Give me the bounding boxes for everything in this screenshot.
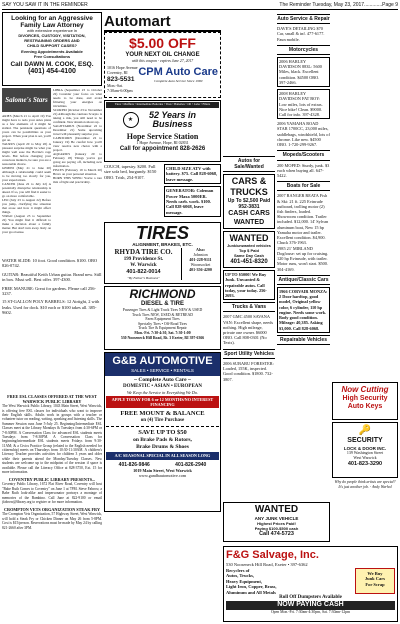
rhyda-phone3: 401-356-4200	[189, 266, 212, 272]
wanted-line: Junk/unwanted vehicles	[227, 244, 271, 249]
fg-line: Recyclers of	[226, 567, 250, 573]
gb-phone: 401-826-2940	[175, 461, 207, 468]
fg-cash: NOW PAYING CASH	[226, 601, 395, 610]
masthead: Automart	[104, 12, 221, 32]
gb-line: on (4) Tire Purchase	[140, 417, 185, 423]
classified-item: GUITAR: Beautiful Keith Urban guitar. Brand new. Still in box. Must sell. Best offer. 397-4300.	[2, 271, 102, 283]
cutting-ad	[332, 382, 398, 420]
gb-phone: 401-826-9846	[118, 461, 150, 468]
gb-line: SAVE UP TO $50	[138, 429, 187, 437]
lawyer-line: with extensive experience in	[26, 28, 78, 34]
horoscope-text-right: LIBRA (September 23 to October 22) Consider your focus on what needs to be done, and avoid frittering your energies on trivialities. SCORPIO (October 23 to November 21) Although the cautious Scorpio is taking a risk, you still need to be confident. New situation shows up. SAGITTARIUS (November 22 to December 21) Some upcoming travel will pleasantly surprise you. CAPRICORN (December 22 to January 19) Be careful how you'll view resolve new choice with a project. AQUARIUS (January 20 to February 18) Things you've got going are paying off, including new information. PISCES (February 19 to March 20) Bravo on your personal situation. BORN THIS WEEK: You're a rare mix of light and practicality.	[53, 88, 102, 185]
richmond-sub: DIESEL & TIRE	[141, 300, 184, 307]
horoscope-text-left: ARIES (March 21 to April 19) You might have to redo your Aries plans as a few elements of it might be stalled. The persistent questions of yours can be possibilities as your project. When your plan is set, you'll get on. TAURUS (April 20 to May 20) A pleasant surprise might be what you might well ease the Bovine's rage levels. But before changing your conscious instincts, be sure you are a reasonable choice. GEMINI (May 21 to June 20) Although a relationship could seem to be moving too slowly for you, your expectations. CANCER (June 22 to July 22) A potentially disruptive relationship is ahead. If so, you will find it easier to go on more comfortable. LEO (July 23 to August 22) Before you jump, clarifying the situation that arose and how it might affect things. VIRGO (August 23 to September 22) You might find it difficult to make a decision about a family matter. But don't turn away. Rely on your good sense.	[2, 114, 51, 235]
fg-line: Aluminum and All Metals	[226, 589, 276, 595]
dave-item: DAVE'S DETAILING $70 Car, small & inf. 477-6177. Faun mobile.	[277, 26, 325, 42]
header-right: The Reminder Tuesday, May 23, 2017.............Page 9	[279, 1, 398, 8]
richmond-ad	[104, 286, 221, 350]
column-2	[104, 12, 221, 622]
cpm-hours: Mon.-Sat.	[107, 82, 123, 88]
fg-addr: 530 Nooseneck Hill Road, Exeter • 397-6362	[226, 562, 308, 568]
rhyda-tire-ad	[104, 222, 221, 284]
classifieds-col2	[104, 164, 221, 220]
cpm-hours: 7:30am-6:00pm	[107, 87, 133, 93]
cpm-logo: CPM Auto Care	[138, 66, 218, 79]
lawyer-phone: (401) 454-4100	[28, 68, 76, 76]
antique-title: Antique/Classic Cars	[277, 275, 330, 285]
antique-item: 1966 CORVAIR MONZA: 2 Door hardtop, good model, Original yellow color, 6 cylinder, 110 hp engine. Needs some work. Body good condition. Mileage: 40,385. Asking $3,000. Call 828-6068.	[277, 287, 330, 333]
col3-left	[223, 12, 275, 385]
cpm-phone: 823-5531	[107, 75, 135, 83]
trucks-title: Trucks & Vans	[223, 302, 275, 312]
moped-item: 200 MOPED: Sturdy, junk. $3 each when buying all. 647-5422.	[277, 162, 330, 178]
rhyda-phone: 401-822-0014	[126, 269, 161, 276]
security-addr: 139 Washington Street	[346, 450, 384, 456]
richmond-line: Truck Tires NEW, USED & RETREAD	[132, 312, 193, 317]
gb-financing: APPLY TODAY FOR 6 or 12 MONTHS/NO INTEREST FINANCING	[106, 396, 219, 408]
lawyer-line: Free Consultations	[33, 53, 71, 59]
cpm-service: Complete Auto Service Since 1989	[154, 79, 203, 84]
cpm-addr: 1016 Hope Avenue	[107, 65, 138, 71]
richmond-line: Truck Tire & Equipment Repair	[138, 326, 187, 331]
classified-item: 15 ST-GALLON POLY BARRELS: 12 Airtight, 2 with leaks. Used for dock. $10 each or $100 takes all. 385-9602.	[2, 299, 100, 315]
security-ad	[332, 422, 398, 478]
key-icon: 🔑	[358, 425, 372, 436]
junk-buy-ad: UP TO $5000! We Buy Junk. Unwanted & repairable autos. Call today, your today. 256-2693.	[223, 270, 275, 300]
security-addr: West Warwick	[353, 455, 377, 461]
cpm-ad	[104, 32, 221, 98]
boats-title: Boats for Sale	[277, 181, 330, 191]
fg-salvage-ad	[223, 546, 398, 622]
cutting-line: Auto Keys	[347, 403, 383, 411]
rhyda-addr: W. Warwick	[130, 263, 157, 269]
cutting-line: Now Cutting	[341, 385, 389, 394]
cpm-sub: YOUR NEXT OIL CHANGE	[125, 52, 200, 59]
motor-item: 2006 HARLEY DAVIDSON 883L: 5600 Miles, black. Excellent condition. $4500 OBO. 397-2466.	[277, 57, 330, 87]
wanted-phone: 401-451-8320	[230, 258, 268, 265]
cpm-addr: Coventry, RI	[107, 69, 128, 75]
repair-phone: Call 474-5723	[259, 531, 294, 538]
gb-automotive-ad	[104, 352, 221, 512]
repair-line: ANY JUNK VEHICLE	[254, 516, 299, 522]
gb-line: on Brake Pads & Rotors,	[133, 437, 192, 443]
richmond-line: Passenger Tires & Light Truck Tires NEW & USED	[122, 307, 203, 312]
hope-appt: Call for appointment 828-2626	[119, 146, 206, 153]
richmond-name: RICHMOND	[129, 287, 196, 301]
quote: Why do people think artists are special? It's just another job. - Andy Warhol	[334, 480, 396, 489]
hope-ad	[104, 100, 221, 162]
fg-badge-line: For Scrap	[365, 581, 385, 587]
security-phone: 401-823-3290	[347, 460, 383, 467]
gb-line: We Keep the Service in Everything We Do.	[126, 389, 199, 395]
richmond-addr: 530 Nooseneck Hill Road, Rt. 3 Exeter, RI 397-6366	[120, 335, 205, 340]
lawyer-line: Family Law Attorney	[20, 22, 84, 30]
rhyda-addr: 199 Providence St.	[123, 257, 164, 263]
lawyer-line: DIVORCES, CUSTODY, VISITATION,	[18, 33, 86, 39]
wanted-phone: CASH CARS WANTED	[228, 210, 270, 226]
crompton-title: CROMPTON VETS ORGANIZATION STEAK FRY	[4, 507, 100, 513]
fg-line: Heavy Equipment,	[226, 578, 263, 584]
lawyer-line: Looking for an Aggressive	[11, 15, 93, 22]
autos-title: Autos for Sale/Wanted	[223, 156, 275, 172]
classified-item: WATER SLIDE: 10 foot. Good condition. $100. OBO 826-0742.	[2, 258, 98, 269]
classified-item: COUCH, tapestry. $200. Full size sofa bed, burgundy. $150 OBO. Trish, 254-9107.	[104, 164, 157, 180]
moped-title: Mopeds/Scooters	[277, 150, 330, 160]
horoscope-title: Salome's Stars	[2, 88, 51, 112]
rhyda-loc2: Woonsocket	[190, 262, 211, 268]
gb-web: www.gandbautomotive.com	[138, 472, 187, 478]
header-left: SAY YOU SAW IT IN THE REMINDER	[2, 1, 88, 8]
richmond-line: Farm Equipment Tires	[145, 317, 180, 322]
cpm-price: $5.00 OFF	[129, 35, 196, 51]
cutting-line: High Security	[342, 394, 388, 402]
classified-item: GENERATOR: Coleman Power Maxa 5000ER. Needs carb. work. $100. Call 828-6068, leave message.	[164, 186, 221, 217]
fg-badge-line: Junk Cars	[364, 576, 386, 582]
wanted-line: Up To $2,500 Paid	[227, 198, 271, 205]
suv-title: Sport Utility Vehicles	[223, 349, 275, 359]
rhyda-tires: TIRES	[135, 223, 189, 243]
lawyer-line: CHILD SUPPORT CASES?	[26, 42, 77, 48]
richmond-hours: Mon.-Fri. 7:30-4:30, Sat. 7:30-1:00	[134, 331, 191, 336]
classifieds-col1	[2, 258, 102, 315]
gb-line: ~ Complete Auto Care ~	[134, 376, 191, 383]
gb-line: Brake Drums & Shoes	[136, 443, 189, 450]
hope-banner: Tires • Mufflers • Intermediate Batteries • Tires • Batteries • Oil • Lube • Filters	[106, 102, 219, 108]
repairable-wanted-ad	[223, 502, 330, 542]
rhyda-also: Also:	[196, 247, 205, 253]
gb-line: DOMESTIC • ASIAN • EUROPEAN	[122, 383, 203, 389]
column-3	[223, 12, 330, 500]
fg-badge	[355, 568, 395, 594]
rhyda-phone2: 401-228-9111	[189, 257, 212, 263]
richmond-line: Specialty Tires • Off-Road Tires	[138, 321, 187, 326]
wanted-cars-ad	[223, 174, 275, 229]
gb-addr: 1019 Main Street, West Warwick	[133, 467, 192, 473]
hope-addr: 1 Hope Avenue, Hope, RI 02831	[136, 140, 189, 146]
column-4	[332, 176, 398, 500]
lawyer-ad	[2, 12, 102, 86]
wanted-line: 952-3831	[238, 204, 260, 211]
rhyda-loc: Johnston	[193, 252, 208, 258]
fg-line: Autos, Trucks,	[226, 573, 254, 579]
lawyer-line: Evening Appointments Available	[21, 48, 83, 54]
fg-badge-line: We Buy	[367, 570, 383, 576]
col3-right	[277, 12, 330, 385]
articles-section	[2, 394, 102, 620]
wanted-junk-ad	[223, 231, 275, 268]
fg-hours: Open Mon.-Fri. 7:30am-4:30pm, Sat. 7:30am-12pm	[270, 609, 351, 614]
repair-line: Paying $100-$500 cash	[254, 525, 299, 531]
coventry-body: Coventry Public Library, 1672 Flat River Road, Coventry will host "Babe Ruth Comes to Coventry" on June 1 at 7PM. Steve Fabrow, a Babe Ruth look-alike and impersonator portrays a montage of memories of the Bambino. Call June at 822-9100 or email jfabrow@library.org to register or for more information.	[2, 482, 102, 504]
lawyer-line: RESTRAINING ORDERS AND	[24, 38, 80, 44]
motor-item: 2006 YAMAHA ROAD STAR 1700CC, 23,000 miles, saddlebags, windshield, lots of chrome. Like new. $4500 OBO. 1-720-299-9267.	[277, 121, 330, 148]
classified-item: FREE MANURE: Great for gardens. Please call 256-3237.	[2, 285, 96, 296]
library-body: The West Warwick Public Library, 1043 Main Street, West Warwick, is offering free ESL classes for individuals who want to improve their English skills. Adults work in groups with a teacher or volunteer tutor on reading, writing, speaking and listening skills. The Summer Session runs June 5-July 25. Beginning/Intermediate ESL Classes meet at the Library Mondays & Tuesdays from 4:30-6PM or 7-8:30PM. A Conversation Class for advanced ESL students meets Tuesdays from 7-8:30PM. A Conversation Class for beginning/intermediate ESL students meets Fridays from 9:30-11AM; & a Civics Practice Group (related to the English needed for citizenship) meets on Thursdays from 10:30-11:30AM. A children's Literacy Teacher provides activities for children 3 years and older while their parents attend the Monday/Tuesday Classes. New students are welcome up to the midpoint of the session if space is available. Please call the Literacy Office at 828-3750, Ext. 15 for more information.	[2, 404, 102, 474]
horoscope-section	[2, 88, 102, 256]
gb-name: G&B AUTOMOTIVE	[112, 355, 213, 367]
cpm-coupon: with this coupon - expires June 27, 2017	[131, 59, 194, 64]
rhyda-name: RHYDA TIRE CO.	[114, 248, 173, 257]
fg-name: F&G Salvage, Inc.	[226, 549, 319, 561]
motor-item: 2008 HARLEY DAVIDSON FAT BOY: Low miles, lots of extras. Nice bike! Clean. $9000. Call for info. 397-4328.	[277, 89, 330, 119]
page-header	[2, 1, 398, 10]
gb-sub: SALES • SERVICE • RENTALS	[131, 368, 194, 374]
wanted-title: CARS & TRUCKS	[230, 176, 268, 198]
wanted-line: Same Day Cash	[233, 252, 264, 258]
hope-years: 52 Years in Business	[148, 109, 197, 129]
coventry-title: COVENTRY PUBLIC LIBRARY PRESENTS...	[8, 477, 96, 483]
suv-item: 2006 SUBARU FORESTER: Loaded, 155K, inspected. Good condition. $1800. 732-3807.	[223, 360, 274, 382]
repair-title: Repairable Vehicles	[277, 335, 330, 345]
hope-name: Hope Service Station	[126, 131, 199, 141]
classified-item: CHILD SIZE ATV with battery. $75. Call 828-6068, leave message.	[164, 164, 221, 184]
crompton-body: The Crompton Vets Organization, 57 Highway Street, West Warwick, will hold a Steak Fry or Chicken Dinner on May 26 from 5-8PM. Cost is $15/person. Reservations must be made by May 24 by calling 821-2660 after 3PM.	[2, 512, 102, 530]
gb-ac-special: A/C SEASONAL SPECIAL IN ALL SEASON LONG	[106, 452, 219, 459]
auto-service-title: Auto Service & Repair	[277, 14, 330, 24]
wanted-line: Top $ Paid	[239, 247, 259, 253]
fg-roll: Roll Off Dumpsters Available	[279, 595, 342, 601]
flag-icon: ★	[123, 112, 139, 128]
lawyer-line: Call DAWN M. COOK, ESQ.	[10, 60, 94, 68]
security-sub: LOCK & DOOR INC.	[343, 445, 387, 451]
gb-line: FREE MOUNT & BALANCE	[120, 410, 205, 418]
library-title: FREE ESL CLASSES OFFERED AT THE WEST WARWICK PUBLIC LIBRARY	[7, 394, 97, 405]
security-name: SECURITY	[347, 437, 383, 445]
wanted-title: WANTED	[229, 233, 269, 244]
trucks-item: 2007 GMC 4500 SAVANA VAN: Excellent shape, needs nothing. High mileage, private one owner. $6000 OBO. Call 808-0301 (No Texts).	[223, 314, 274, 346]
horoscope-left	[2, 88, 51, 256]
repair-wanted: WANTED	[254, 504, 299, 515]
rhyda-sub: ALIGNMENT, BRAKES, ETC.	[132, 242, 193, 247]
fg-line: Light Iron, Copper, Brass,	[226, 584, 277, 590]
boats-item: 2007 RANGER REATA Fish & Ski: 21 ft. 225 Evinrude outboard, trolling motor (2) fish finders, loaded. Showroom condition. Trailer included. $12,000. 14' Sylvan aluminum boat, New 15 hp Yamaha motor and trailer. Excellent condition. $4,900. Chuck 376-1963. 1985 21' MIRLAND Dogfouse: set up for cruising. 120 hp Evinrude, with trailer. Motor runs, won't start. $500. 304-4169.	[277, 193, 329, 272]
rhyda-slogan: "By Father's Business"	[127, 275, 160, 280]
motor-title: Motorcycles	[277, 45, 330, 55]
repair-line: Highest Prices Paid!	[257, 520, 296, 526]
